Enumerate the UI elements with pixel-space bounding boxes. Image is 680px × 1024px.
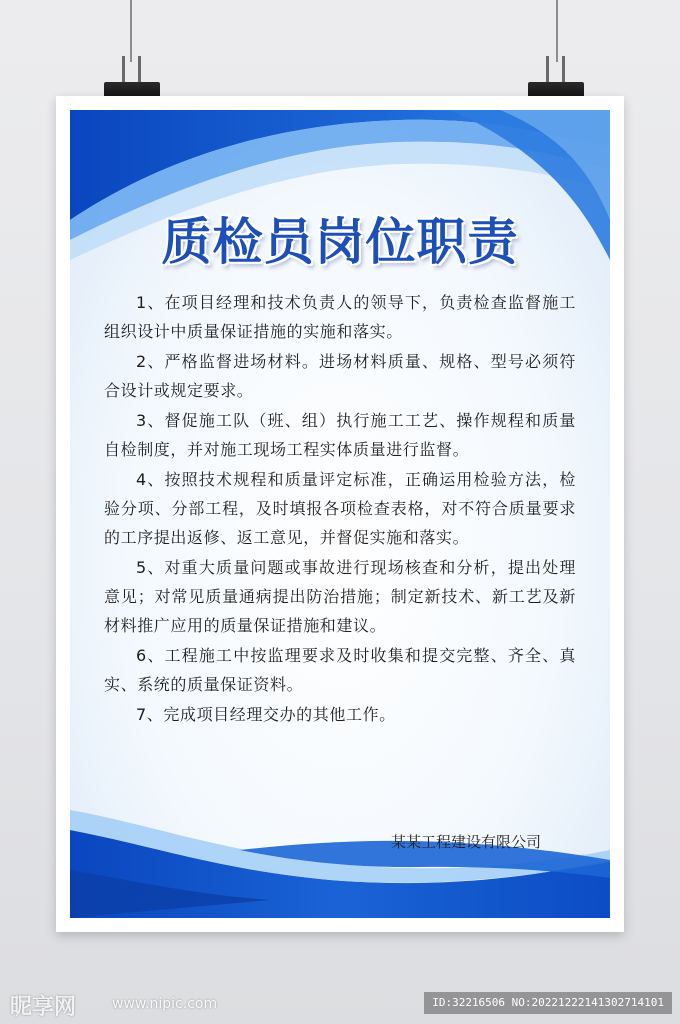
watermark-site: www.nipic.com (112, 996, 218, 1012)
duty-item-4: 4、按照技术规程和质量评定标准，正确运用检验方法，检验分项、分部工程，及时填报各项检查表格，对不符合质量要求的工序提出返修、返工意见，并督促实施和落实。 (104, 470, 576, 547)
duty-item-3: 3、督促施工队（班、组）执行施工工艺、操作规程和质量自检制度，并对施工现场工程实体质量进行监督。 (104, 411, 576, 459)
duty-item-5: 5、对重大质量问题或事故进行现场核查和分析，提出处理意见；对常见质量通病提出防治措施；制定新技术、新工艺及新材料推广应用的质量保证措施和建议。 (104, 558, 576, 635)
duty-item-2: 2、严格监督进场材料。进场材料质量、规格、型号必须符合设计或规定要求。 (104, 352, 576, 400)
company-name: 某某工程建设有限公司 (390, 833, 541, 851)
hanging-wire-right (556, 0, 558, 62)
duty-item-1: 1、在项目经理和技术负责人的领导下，负责检查监督施工组织设计中质量保证措施的实施和落实。 (104, 293, 576, 341)
watermark-id: ID:32216506 NO:20221222141302714101 (424, 992, 672, 1014)
poster-title: 质检员岗位职责 (161, 213, 519, 271)
poster-sheet (56, 96, 624, 932)
duties-list (104, 288, 576, 730)
watermark-logo: 昵享网 (10, 995, 77, 1020)
duty-item-7: 7、完成项目经理交办的其他工作。 (136, 705, 396, 724)
duty-item-6: 6、工程施工中按监理要求及时收集和提交完整、齐全、真实、系统的质量保证资料。 (104, 646, 576, 694)
hanging-wire-left (130, 0, 132, 62)
poster-board (70, 110, 610, 918)
